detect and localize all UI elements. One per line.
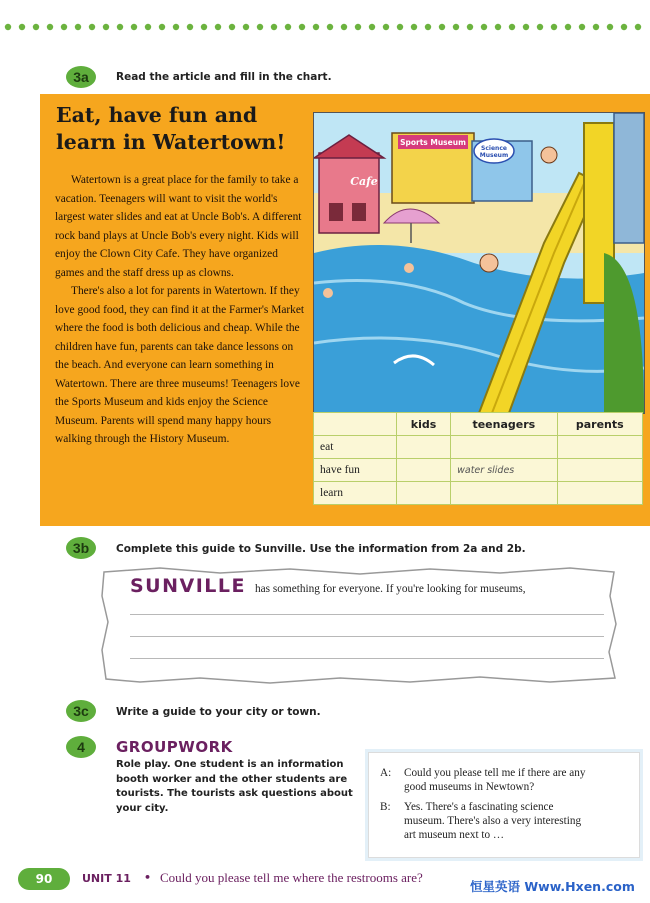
page-number: 90 — [18, 868, 70, 890]
writing-line-2[interactable] — [130, 636, 604, 637]
sign-cafe: Cafe — [350, 175, 378, 188]
chart-row-label: eat — [314, 436, 397, 459]
article-body — [55, 171, 307, 449]
writing-line-3[interactable] — [130, 658, 604, 659]
chart-cell-kids-learn[interactable] — [397, 482, 451, 505]
chart-corner-cell — [314, 413, 397, 436]
chart-header-teenagers: teenagers — [451, 413, 557, 436]
sunville-guide-text: has something for everyone. If you're looking for museums, — [255, 583, 526, 595]
chart-header-row — [314, 413, 643, 436]
chart-row-label: have fun — [314, 459, 397, 482]
article-title-line2: learn in Watertown! — [56, 130, 286, 154]
article-paragraph-2: There's also a lot for parents in Watertown. If they love good food, they can find it at the Farmer's Market where the food is both delicious and cheap. While the children have fun, parents can take dance lessons on the beach. And everyone can learn something in Watertown. There are three museums! Teenagers love the Sports Museum and kids enjoy the Science Museum. Parents will spend many happy hours walking through the History Museum. — [55, 285, 305, 445]
top-dotted-border — [0, 22, 650, 32]
chart-header-kids: kids — [397, 413, 451, 436]
exercise-badge-4: 4 — [66, 736, 96, 758]
instruction-3a: Read the article and fill in the chart. — [116, 71, 332, 83]
dialog-line-b-1: Yes. There's a fascinating science — [404, 801, 554, 813]
article-paragraph-1: Watertown is a great place for the family to take a vacation. Teenagers will want to visit the world's largest water slides and eat at Uncle Bob's. A different rock band plays at Uncle Bob's every night. Kids will enjoy the Clown City Cafe. They have organized games and the staff dress up as clowns. — [55, 174, 302, 279]
chart-cell-kids-fun[interactable] — [397, 459, 451, 482]
chart-cell-kids-eat[interactable] — [397, 436, 451, 459]
sunville-title: SUNVILLE — [130, 575, 246, 597]
sign-science-1: Science — [481, 145, 507, 152]
groupwork-title: GROUPWORK — [116, 738, 233, 756]
dialog-line-a-1: Could you please tell me if there are any — [404, 767, 586, 779]
chart-row-label: learn — [314, 482, 397, 505]
site-watermark: 恒星英语 Www.Hxen.com — [470, 879, 635, 894]
exercise-badge-3a: 3a — [66, 66, 96, 88]
chart-cell-parents-fun[interactable] — [557, 459, 642, 482]
chart-header-parents: parents — [557, 413, 642, 436]
chart-cell-parents-eat[interactable] — [557, 436, 642, 459]
chart-cell-teenagers-learn[interactable] — [451, 482, 557, 505]
chart-row-learn — [314, 482, 643, 505]
fill-in-chart — [313, 412, 643, 505]
exercise-badge-3b: 3b — [66, 537, 96, 559]
chart-cell-teenagers-fun[interactable]: water slides — [451, 459, 557, 482]
water-park-illustration — [313, 112, 645, 414]
dialog-line-a-2: good museums in Newtown? — [404, 781, 535, 793]
sign-sports-museum: Sports Museum — [400, 138, 466, 147]
dialog-line-b-3: art museum next to … — [404, 829, 505, 841]
exercise-badge-3c: 3c — [66, 700, 96, 722]
chart-cell-teenagers-eat[interactable] — [451, 436, 557, 459]
unit-title: Could you please tell me where the restrooms are? — [160, 870, 423, 885]
article-title-line1: Eat, have fun and — [56, 103, 258, 127]
article-title — [56, 102, 306, 156]
sign-science-2: Museum — [479, 152, 509, 159]
chart-row-eat — [314, 436, 643, 459]
dialog-speaker-a: A: — [380, 767, 392, 779]
instruction-3b: Complete this guide to Sunville. Use the information from 2a and 2b. — [116, 543, 526, 555]
instruction-3c: Write a guide to your city or town. — [116, 706, 321, 718]
writing-line-1[interactable] — [130, 614, 604, 615]
groupwork-instructions: Role play. One student is an information booth worker and the other students are tourists. The tourists ask questions about your city. — [116, 759, 353, 814]
dialog-line-b-2: museum. There's also a very interesting — [404, 815, 582, 827]
dialog-speaker-b: B: — [380, 801, 391, 813]
chart-row-have-fun — [314, 459, 643, 482]
chart-cell-parents-learn[interactable] — [557, 482, 642, 505]
unit-label: UNIT 11 — [82, 872, 131, 885]
footer-bullet: • — [144, 871, 152, 884]
